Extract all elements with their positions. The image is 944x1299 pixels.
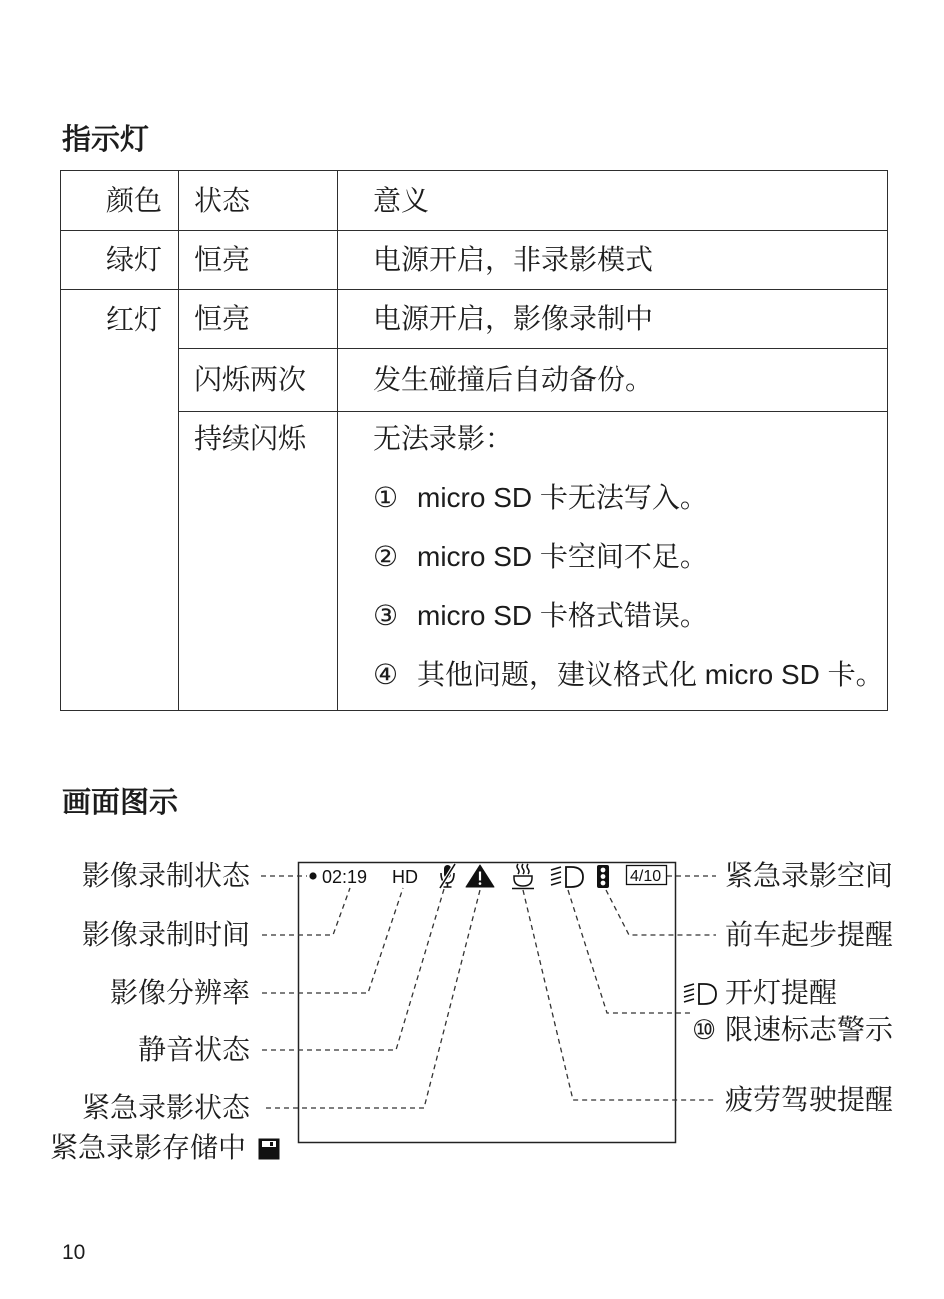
coffee-cup-icon [512, 864, 534, 889]
reason-text: micro SD 卡空间不足。 [417, 541, 708, 572]
warning-triangle-icon [466, 865, 494, 887]
reason-text: micro SD 卡格式错误。 [417, 600, 708, 631]
label-emergency-saving-text: 紧急录影存储中 [49, 1132, 246, 1163]
page-number: 10 [62, 1241, 86, 1264]
reason-marker: ① [373, 482, 399, 513]
table-row-red-blink-continuous [61, 412, 888, 711]
headlight-icon [683, 983, 717, 1005]
label-mute-status: 静音状态 [137, 1034, 250, 1065]
cell-meaning [338, 412, 888, 711]
cell-meaning-text: 无法录影： [373, 423, 514, 454]
reason-marker: ② [373, 541, 399, 572]
label-emergency-space: 紧急录影空间 [725, 860, 894, 891]
header-meaning: 意义 [338, 171, 888, 231]
reason-marker: ③ [373, 600, 399, 631]
reason-list [373, 409, 887, 704]
reason-item [373, 468, 887, 527]
label-speed-limit-warning: 限速标志警示 [725, 1014, 894, 1045]
cell-color-red-label: 红灯 [105, 304, 162, 335]
leader-line-mute-status [262, 889, 444, 1050]
cell-state-text: 持续闪烁 [194, 423, 307, 454]
cell-state [179, 412, 338, 711]
label-fatigue-reminder: 疲劳驾驶提醒 [725, 1084, 894, 1115]
reason-text: 其他问题，建议格式化 micro SD 卡。 [417, 659, 884, 690]
mute-mic-icon [440, 864, 455, 888]
label-recording-time: 影像录制时间 [81, 919, 250, 950]
label-headlight-reminder: 开灯提醒 [725, 977, 838, 1008]
screen-section-title: 画面图示 [62, 787, 179, 819]
indicator-section-title: 指示灯 [62, 124, 150, 156]
cell-state: 闪烁两次 [179, 349, 338, 412]
traffic-light-icon [597, 865, 609, 888]
header-color: 颜色 [61, 171, 179, 231]
recording-time-readout: 02:19 [322, 867, 368, 887]
cell-color-red [61, 290, 179, 711]
indicator-light-table [60, 170, 888, 711]
cell-color-green: 绿灯 [61, 231, 179, 290]
leader-line-recording-time [262, 888, 350, 935]
leader-line-headlight-speed-limit [568, 890, 690, 1013]
resolution-readout: HD [392, 867, 418, 887]
cell-state: 恒亮 [179, 231, 338, 290]
header-state: 状态 [179, 171, 338, 231]
leader-lines [261, 876, 716, 1108]
label-resolution: 影像分辨率 [109, 977, 250, 1008]
label-emergency-saving [50, 1132, 280, 1164]
cell-meaning: 电源开启，影像录制中 [338, 290, 888, 349]
label-vehicle-departure: 前车起步提醒 [725, 919, 894, 950]
cell-meaning: 发生碰撞后自动备份。 [338, 349, 888, 412]
record-dot-icon [309, 872, 316, 879]
cell-meaning: 电源开启，非录影模式 [338, 231, 888, 290]
cell-state: 恒亮 [179, 290, 338, 349]
leader-line-resolution [262, 888, 403, 993]
emergency-space-readout: 4/10 [630, 868, 662, 885]
reason-item [373, 527, 887, 586]
headlight-icon [551, 867, 583, 887]
table-row-red-steady [61, 290, 888, 349]
table-header-row [61, 171, 888, 231]
label-emergency-status: 紧急录影状态 [81, 1092, 250, 1123]
speed-limit-marker: ⑩ [692, 1015, 717, 1045]
floppy-disk-icon [258, 1138, 280, 1160]
reason-item [373, 586, 887, 645]
label-recording-status: 影像录制状态 [81, 860, 250, 891]
leader-line-vehicle-departure [606, 890, 716, 935]
reason-item [373, 645, 887, 704]
reason-marker: ④ [373, 659, 399, 690]
status-bar [309, 864, 666, 889]
table-row-green [61, 231, 888, 290]
table-row-red-blink-twice [61, 349, 888, 412]
reason-text: micro SD 卡无法写入。 [417, 482, 708, 513]
